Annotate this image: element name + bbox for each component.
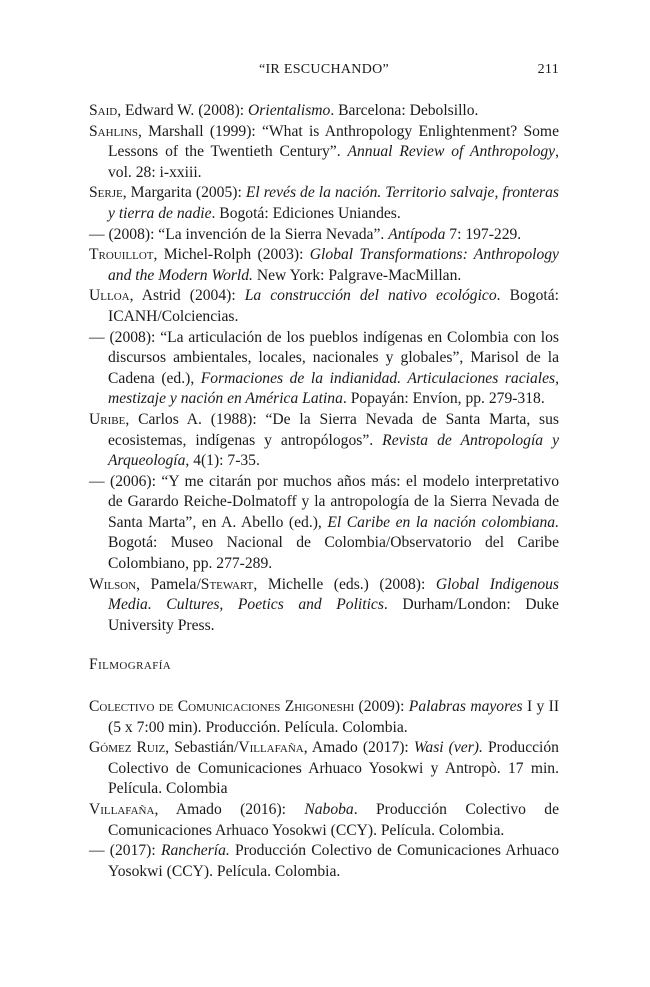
bibliography-entry [89, 183, 559, 224]
author-name: Gómez Ruiz [89, 739, 166, 757]
work-title: Ranchería. [160, 842, 230, 860]
citation-text: , Pamela/ [136, 575, 201, 593]
citation-text: , Michel-Rolph (2003): [153, 246, 310, 264]
citation-text: — (2006): “Y me citarán por muchos años más: el modelo interpretativo de Garardo Reiche-Dolmatoff y la antropología de la Sierra Nevada de Santa Marta”, en A. Abello (ed.), [89, 472, 559, 531]
author-name: Uribe [89, 410, 126, 428]
citation-text: Producción Colectivo de Comunicaciones Arhuaco Yosokwi (CCY). Película. Colombia. [108, 842, 559, 880]
filmography-entry [89, 800, 559, 841]
citation-text: Bogotá: Museo Nacional de Colombia/Observatorio del Caribe Colombiano, pp. 277-289. [108, 534, 559, 573]
work-title: Antípoda [388, 225, 446, 243]
work-title: Orientalismo [248, 102, 331, 119]
citation-text: , Marshall (1999): “What is Anthropology Enlightenment? Some Lessons of the Twentieth Century”. [108, 122, 559, 161]
bibliography-entry [89, 472, 559, 575]
running-header [89, 62, 559, 82]
bibliography-entry [89, 410, 559, 472]
work-title: El Caribe en la nación colombiana. [327, 513, 560, 531]
author-name: Villafaña [89, 800, 155, 818]
bibliography-entry [89, 328, 559, 410]
citation-text: , Michelle (eds.) (2008): [253, 575, 436, 593]
work-title: El revés de la nación. Territorio salvaje, fronteras y tierra de nadie [108, 184, 559, 222]
citation-text: , Sebastián/ [165, 739, 239, 757]
bibliography-entry [89, 101, 559, 122]
work-title: Global Indigenous Media. Cultures, Poetics and Politics [108, 575, 559, 614]
bibliography-entry [89, 575, 559, 637]
work-title: Revista de Antropología y Arqueología [108, 431, 560, 470]
citation-text: Producción Colectivo de Comunicaciones Arhuaco Yosokwi y Antropò. 17 min. Película. Colombia [108, 739, 559, 798]
citation-text: . Bogotá: Ediciones Uniandes. [211, 204, 401, 222]
citation-text: — (2008): “La articulación de los pueblos indígenas en Colombia con los discursos ambientales, locales, nacionales y globales”, Marisol de la Cadena (ed.), [89, 328, 559, 387]
author-name: Trouillot [89, 246, 154, 264]
citation-text: , Carlos A. (1988): “De la Sierra Nevada de Santa Marta, sus ecosistemas, indígenas y antropólogos”. [108, 410, 559, 449]
filmography-list [89, 697, 559, 882]
bibliography-entry [89, 225, 559, 246]
work-title: Palabras mayores [408, 698, 523, 715]
author-name: Villafaña [238, 739, 304, 757]
page-number: 211 [537, 62, 559, 77]
author-name: Wilson [89, 575, 137, 593]
citation-text: (2009): [354, 698, 409, 715]
citation-text: . Bogotá: ICANH/Colciencias. [108, 287, 559, 325]
running-title: “IR ESCUCHANDO” [258, 62, 390, 77]
author-name: Sahlins [89, 122, 139, 140]
citation-text: I y II (5 x 7:00 min). Producción. Película. Colombia. [108, 698, 560, 736]
author-name: Serje [89, 184, 123, 202]
bibliography-entry [89, 122, 559, 184]
filmography-entry [89, 841, 559, 882]
citation-text: , Amado (2017): [303, 739, 414, 757]
filmography-entry [89, 697, 559, 738]
work-title: Naboba [304, 800, 354, 818]
filmography-heading: Filmografía [89, 656, 172, 673]
author-name: Ulloa [89, 287, 130, 305]
citation-text: — (2008): “La invención de la Sierra Nevada”. [89, 225, 389, 243]
citation-text: , vol. 28: i-xxiii. [108, 143, 560, 181]
citation-text: . Popayán: Envíon, pp. 279-318. [342, 390, 545, 408]
bibliography-entry [89, 286, 559, 327]
bibliography-list [89, 101, 559, 636]
citation-text: — (2017): [89, 842, 161, 860]
filmography-entry [89, 738, 559, 800]
citation-text: New York: Palgrave-MacMillan. [252, 266, 462, 284]
citation-text: , Amado (2016): [154, 800, 305, 818]
author-name: Said [89, 102, 118, 119]
work-title: Global Transformations: Anthropology and the Modern World. [108, 246, 559, 284]
citation-text: , 4(1): 7-35. [185, 452, 260, 470]
work-title: Wasi (ver). [413, 739, 483, 757]
author-name: Colectivo de Comunicaciones Zhigoneshi [89, 698, 355, 715]
work-title: La construcción del nativo ecológico [244, 287, 497, 305]
citation-text: . Producción Colectivo de Comunicaciones Arhuaco Yosokwi (CCY). Película. Colombia. [108, 800, 560, 839]
citation-text: , Margarita (2005): [122, 184, 246, 202]
citation-text: , Astrid (2004): [129, 287, 245, 305]
bibliography-entry [89, 245, 559, 286]
citation-text: 7: 197-229. [445, 225, 522, 243]
citation-text: . Barcelona: Debolsillo. [330, 102, 479, 119]
author-name: Stewart [200, 575, 254, 593]
work-title: Annual Review of Anthropology [347, 143, 556, 161]
citation-text: , Edward W. (2008): [117, 102, 249, 119]
citation-text: . Durham/London: Duke University Press. [108, 596, 559, 634]
work-title: Formaciones de la indianidad. Articulaciones raciales, mestizaje y nación en América Latina [108, 369, 559, 408]
